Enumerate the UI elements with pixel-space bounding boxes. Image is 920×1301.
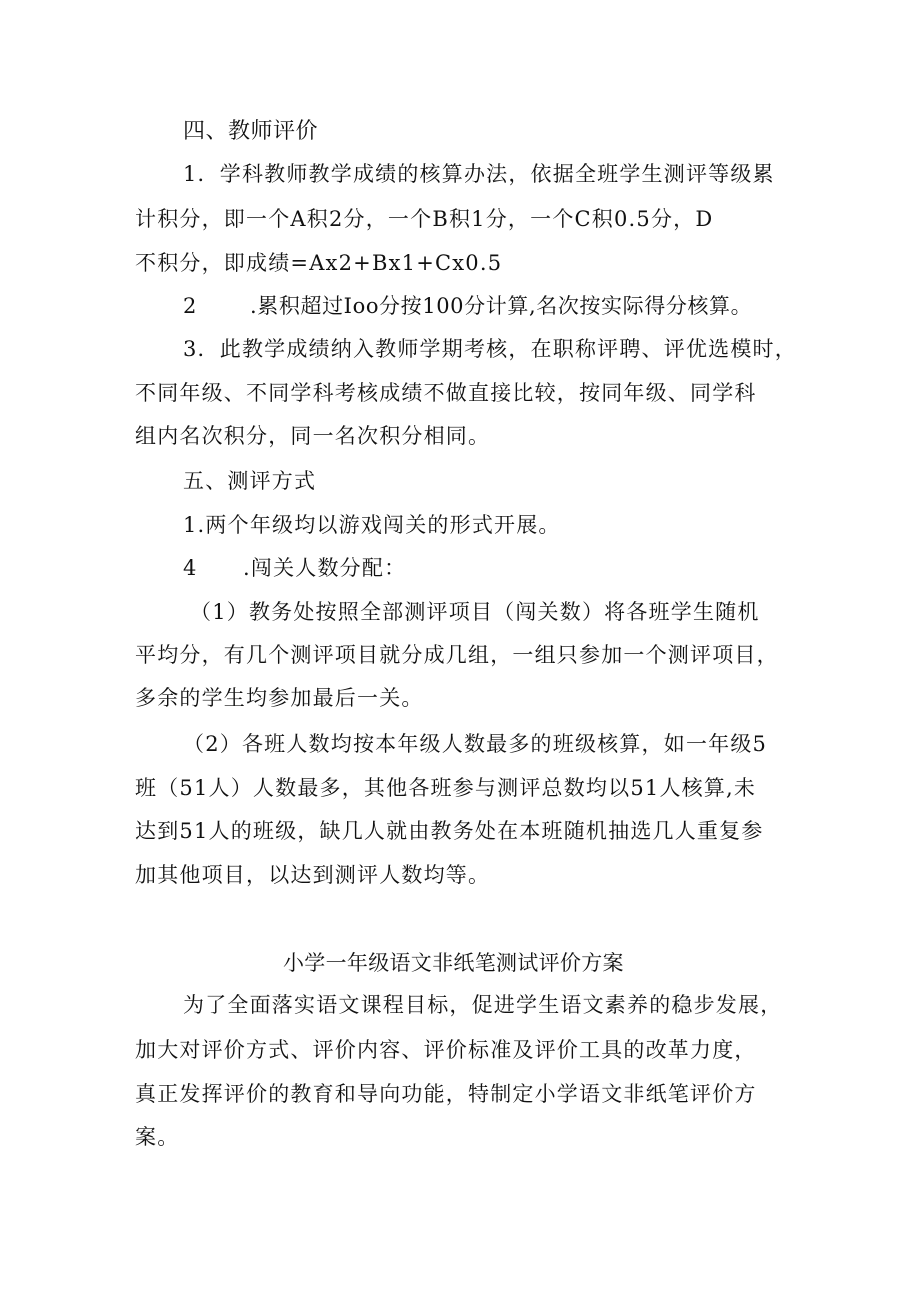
section-5-sub-2-line-2: 班（51人）人数最多，其他各班参与测评总数均以51人核算,未: [135, 776, 757, 800]
section-5-heading: 五、测评方式: [183, 469, 317, 493]
section-5-sub-1-line-1: （1）教务处按照全部测评项目（闯关数）将各班学生随机: [190, 600, 760, 624]
section-4-item-3-line-3: 组内名次积分，同一名次积分相同。: [135, 424, 491, 448]
plan-intro-line-3: 真正发挥评价的教育和导向功能，特制定小学语文非纸笔评价方: [135, 1082, 757, 1106]
section-5-sub-2-line-3: 达到51人的班级，缺几人就由教务处在本班随机抽选几人重复参: [135, 819, 764, 843]
section-5-item-1: 1.两个年级均以游戏闯关的形式开展。: [183, 513, 561, 537]
section-4-item-1-line-3: 不积分，即成绩=Ax2+Bx1+Cx0.5: [135, 251, 503, 275]
section-4-item-2-number: 2: [183, 294, 197, 318]
section-4-item-3-line-2: 不同年级、不同学科考核成绩不做直接比较，按同年级、同学科: [135, 381, 757, 405]
plan-intro-line-1: 为了全面落实语文课程目标，促进学生语文素养的稳步发展，: [183, 993, 783, 1017]
section-5-item-4-text: .闯关人数分配：: [243, 556, 407, 580]
section-5-sub-1-line-3: 多余的学生均参加最后一关。: [135, 686, 424, 710]
section-4-item-3-line-1: 3．此教学成绩纳入教师学期考核，在职称评聘、评优选模时，: [183, 337, 797, 361]
section-4-item-1-line-2: 计积分，即一个A积2分，一个B积1分，一个C积0.5分，D: [135, 207, 714, 231]
plan-title: 小学一年级语文非纸笔测试评价方案: [283, 951, 624, 975]
section-5-item-4-number: 4: [183, 556, 197, 580]
plan-intro-line-4: 案。: [135, 1125, 180, 1149]
plan-intro-line-2: 加大对评价方式、评价内容、评价标准及评价工具的改革力度，: [135, 1038, 757, 1062]
section-5-sub-2-line-4: 加其他项目，以达到测评人数均等。: [135, 863, 491, 887]
section-4-item-1-line-1: 1．学科教师教学成绩的核算办法，依据全班学生测评等级累: [183, 162, 775, 186]
section-4-heading: 四、教师评价: [183, 119, 319, 144]
section-4-item-2-text: .累积超过Ioo分按100分计算,名次按实际得分核算。: [250, 294, 753, 318]
section-5-sub-1-line-2: 平均分，有几个测评项目就分成几组，一组只参加一个测评项目，: [135, 643, 779, 667]
section-5-sub-2-line-1: （2）各班人数均按本年级人数最多的班级核算，如一年级5: [183, 732, 768, 756]
